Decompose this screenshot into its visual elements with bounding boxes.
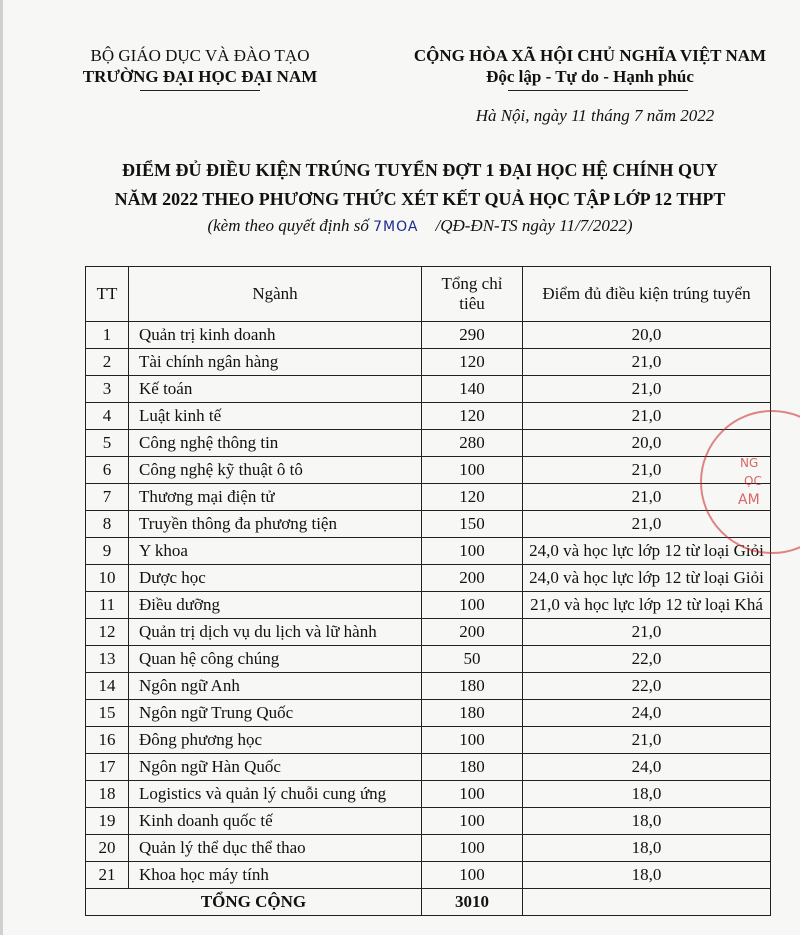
table-body — [86, 322, 771, 889]
table-row — [86, 322, 771, 349]
country-name: CỘNG HÒA XÃ HỘI CHỦ NGHĨA VIỆT NAM — [413, 46, 767, 65]
row-quota: 50 — [422, 646, 523, 673]
row-score: 24,0 — [523, 700, 771, 727]
row-major: Kinh doanh quốc tế — [129, 808, 422, 835]
header-quota — [422, 267, 523, 322]
row-major: Quan hệ công chúng — [129, 646, 422, 673]
row-major: Ngôn ngữ Trung Quốc — [129, 700, 422, 727]
row-quota: 180 — [422, 754, 523, 781]
header-quota-line1: Tổng chỉ — [441, 274, 503, 293]
row-quota: 100 — [422, 592, 523, 619]
row-score: 24,0 — [523, 754, 771, 781]
admission-score-table — [85, 266, 771, 916]
row-tt: 10 — [86, 565, 129, 592]
issuer-block — [70, 46, 330, 88]
row-tt: 2 — [86, 349, 129, 376]
subtitle-suffix: /QĐ-ĐN-TS ngày 11/7/2022) — [435, 216, 633, 235]
stamp-text-3: AM — [738, 492, 760, 508]
row-tt: 16 — [86, 727, 129, 754]
row-quota: 290 — [422, 322, 523, 349]
page-fold-shadow — [0, 0, 3, 935]
row-major: Ngôn ngữ Anh — [129, 673, 422, 700]
table-header-row — [86, 267, 771, 322]
row-tt: 8 — [86, 511, 129, 538]
stamp-text-2: ỌC — [744, 474, 762, 488]
table-row — [86, 592, 771, 619]
row-score: 21,0 — [523, 484, 771, 511]
row-quota: 100 — [422, 862, 523, 889]
row-tt: 5 — [86, 430, 129, 457]
row-tt: 9 — [86, 538, 129, 565]
row-quota: 120 — [422, 349, 523, 376]
table-row — [86, 538, 771, 565]
national-header — [380, 46, 800, 88]
row-quota: 100 — [422, 727, 523, 754]
row-score: 22,0 — [523, 646, 771, 673]
total-score-empty — [523, 889, 771, 916]
row-score: 21,0 — [523, 376, 771, 403]
row-quota: 100 — [422, 835, 523, 862]
motto-underline — [508, 90, 688, 91]
row-tt: 17 — [86, 754, 129, 781]
row-tt: 7 — [86, 484, 129, 511]
row-quota: 100 — [422, 781, 523, 808]
row-quota: 150 — [422, 511, 523, 538]
row-quota: 180 — [422, 673, 523, 700]
row-score: 18,0 — [523, 862, 771, 889]
table-row — [86, 457, 771, 484]
row-quota: 100 — [422, 808, 523, 835]
row-major: Y khoa — [129, 538, 422, 565]
table-row — [86, 781, 771, 808]
ministry-name: BỘ GIÁO DỤC VÀ ĐÀO TẠO — [90, 46, 310, 65]
row-quota: 200 — [422, 619, 523, 646]
row-score: 20,0 — [523, 430, 771, 457]
table-row — [86, 808, 771, 835]
table-row — [86, 700, 771, 727]
row-score: 24,0 và học lực lớp 12 từ loại Giỏi — [523, 538, 771, 565]
table-row — [86, 673, 771, 700]
subtitle-prefix: (kèm theo quyết định số — [207, 216, 369, 235]
total-label: TỔNG CỘNG — [86, 889, 422, 916]
row-tt: 3 — [86, 376, 129, 403]
header-score: Điểm đủ điều kiện trúng tuyển — [523, 267, 771, 322]
row-tt: 19 — [86, 808, 129, 835]
row-quota: 120 — [422, 484, 523, 511]
row-quota: 140 — [422, 376, 523, 403]
university-name: TRƯỜNG ĐẠI HỌC ĐẠI NAM — [82, 67, 318, 86]
row-score: 21,0 — [523, 349, 771, 376]
row-tt: 15 — [86, 700, 129, 727]
row-tt: 6 — [86, 457, 129, 484]
table-row — [86, 646, 771, 673]
row-quota: 200 — [422, 565, 523, 592]
row-score: 24,0 và học lực lớp 12 từ loại Giỏi — [523, 565, 771, 592]
row-major: Điều dưỡng — [129, 592, 422, 619]
issuer-underline — [140, 90, 260, 91]
header-quota-line2: tiêu — [459, 294, 485, 313]
table-row — [86, 484, 771, 511]
row-quota: 180 — [422, 700, 523, 727]
table-row — [86, 754, 771, 781]
row-tt: 20 — [86, 835, 129, 862]
document-title-line1: ĐIỂM ĐỦ ĐIỀU KIỆN TRÚNG TUYỂN ĐỢT 1 ĐẠI HỌC HỆ CHÍNH QUY — [121, 160, 719, 180]
table-row — [86, 511, 771, 538]
table-row — [86, 565, 771, 592]
row-score: 20,0 — [523, 322, 771, 349]
handwritten-decision-number: 7MOA — [373, 219, 419, 235]
row-quota: 100 — [422, 457, 523, 484]
total-row — [86, 889, 771, 916]
row-tt: 18 — [86, 781, 129, 808]
row-major: Dược học — [129, 565, 422, 592]
header-tt: TT — [86, 267, 129, 322]
table-row — [86, 430, 771, 457]
table-row — [86, 727, 771, 754]
row-tt: 11 — [86, 592, 129, 619]
row-major: Quản trị dịch vụ du lịch và lữ hành — [129, 619, 422, 646]
total-value: 3010 — [422, 889, 523, 916]
table-row — [86, 862, 771, 889]
row-score: 22,0 — [523, 673, 771, 700]
table-row — [86, 349, 771, 376]
row-quota: 280 — [422, 430, 523, 457]
row-major: Tài chính ngân hàng — [129, 349, 422, 376]
row-score: 21,0 — [523, 619, 771, 646]
row-quota: 100 — [422, 538, 523, 565]
row-major: Luật kinh tế — [129, 403, 422, 430]
header-major: Ngành — [129, 267, 422, 322]
row-tt: 1 — [86, 322, 129, 349]
document-subtitle — [40, 216, 800, 236]
row-tt: 12 — [86, 619, 129, 646]
row-tt: 4 — [86, 403, 129, 430]
row-major: Công nghệ thông tin — [129, 430, 422, 457]
stamp-text-1: NG — [740, 456, 759, 470]
row-major: Khoa học máy tính — [129, 862, 422, 889]
row-tt: 13 — [86, 646, 129, 673]
table-row — [86, 619, 771, 646]
row-score: 18,0 — [523, 808, 771, 835]
row-major: Quản lý thể dục thể thao — [129, 835, 422, 862]
row-tt: 21 — [86, 862, 129, 889]
row-major: Truyền thông đa phương tiện — [129, 511, 422, 538]
row-major: Đông phương học — [129, 727, 422, 754]
national-motto: Độc lập - Tự do - Hạnh phúc — [486, 67, 694, 86]
row-score: 21,0 và học lực lớp 12 từ loại Khá — [523, 592, 771, 619]
table-row — [86, 835, 771, 862]
row-major: Quản trị kinh doanh — [129, 322, 422, 349]
row-major: Công nghệ kỹ thuật ô tô — [129, 457, 422, 484]
row-quota: 120 — [422, 403, 523, 430]
row-score: 21,0 — [523, 403, 771, 430]
row-score: 21,0 — [523, 457, 771, 484]
table-row — [86, 403, 771, 430]
document-title-line2: NĂM 2022 THEO PHƯƠNG THỨC XÉT KẾT QUẢ HỌC TẬP LỚP 12 THPT — [114, 189, 726, 209]
row-major: Logistics và quản lý chuỗi cung ứng — [129, 781, 422, 808]
row-score: 21,0 — [523, 511, 771, 538]
row-major: Kế toán — [129, 376, 422, 403]
row-score: 21,0 — [523, 727, 771, 754]
row-score: 18,0 — [523, 781, 771, 808]
row-score: 18,0 — [523, 835, 771, 862]
row-major: Thương mại điện tử — [129, 484, 422, 511]
row-major: Ngôn ngữ Hàn Quốc — [129, 754, 422, 781]
document-date: Hà Nội, ngày 11 tháng 7 năm 2022 — [475, 106, 715, 125]
row-tt: 14 — [86, 673, 129, 700]
table-row — [86, 376, 771, 403]
